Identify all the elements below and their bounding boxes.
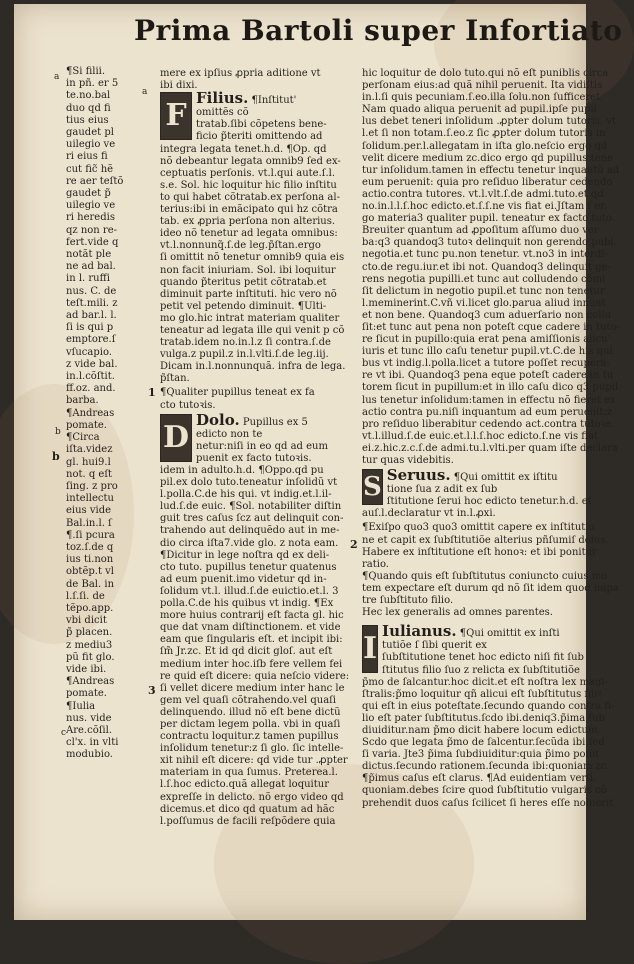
text-line: terius:ibi in emãcipato qui hz cõtra	[160, 204, 338, 216]
text-line: expreſſe in delicto. nõ ergo video qd	[160, 791, 344, 803]
gloss-line: obtẽp.t vl	[66, 566, 114, 578]
text-line: ceptuatis perſonis. vt.l.qui aute.ſ.l.	[160, 167, 336, 179]
text-line: ſi vellet dicere medium inter hanc le	[160, 682, 345, 694]
gloss-line: ſi is qui p	[66, 322, 114, 334]
text-line: bus vt indig.l.polla.licet a tutore poſſet recupera-	[362, 358, 610, 370]
gloss-line: vbi dicit	[66, 615, 107, 627]
gloss-line: ad bar.l. l.	[66, 310, 117, 322]
text-line: p̃mo de ſalcantur.hoc dicit.et eſt noſtra lex magi-	[362, 676, 608, 688]
gloss-letter: 1	[148, 386, 156, 399]
section-number: ¶Qui omittit ex iſtitu	[453, 472, 558, 484]
text-line: dicemus.et dico qd quatum ad hãc	[160, 803, 335, 815]
gloss-line: tẽpo.app.	[66, 602, 114, 614]
text-line: ficio p̃teriti omittendo ad	[196, 131, 323, 143]
text-line: tutiõe ſ ſibi querit ex	[382, 640, 487, 652]
gloss-line: tius eius	[66, 114, 109, 126]
text-line: ¶Qualiter pupillus teneat ex fa	[160, 387, 315, 399]
text-line: ¶p̃imus caſus eſt clarus. ¶Ad euidentiam verſi.	[362, 773, 597, 785]
gloss-line: ſing. z pro	[66, 480, 118, 492]
gloss-line: barba.	[66, 395, 99, 407]
gloss-line: p̃ placen.	[66, 627, 113, 639]
section-heading: Filius.	[196, 89, 249, 108]
text-line: polla.C.de his quibus vt indig. ¶Ex	[160, 598, 334, 610]
text-line: Nam quado aliqua peruenit ad pupil.ipſe pupil	[362, 104, 597, 116]
gloss-letter: 2	[350, 538, 358, 551]
text-line: ¶Quando quis eſt ſubſtitutus coniuncto cuius mo	[362, 570, 608, 582]
gloss-line: in pñ. er 5	[66, 78, 119, 90]
gloss-line: pomate.	[66, 688, 107, 700]
text-line: Dicam in.l.nonnunquã. infra de lega.	[160, 361, 346, 373]
text-line: re quid eſt dicere: quia neſcio videre:	[160, 670, 350, 682]
gloss-line: duo qd fi	[66, 102, 111, 114]
text-line: ſi varia. Jte3 p̃ima ſubdiuiditur:quia p̃imo ponit	[362, 749, 600, 761]
gloss-line: cl'x. in vlti	[66, 737, 119, 749]
text-line: pro reſiduo liberabitur cedendo act.contra tutoꝛe.	[362, 418, 615, 430]
gloss-line: teſt.mili. z	[66, 297, 118, 309]
text-line: ¶Dicitur in lege noſtra qd ex deli-	[160, 549, 330, 561]
manuscript-page	[14, 4, 623, 920]
page-header: Prima Bartoli super Infortiato	[134, 14, 623, 47]
text-line: xit nihil eſt dicere: qd vide tur .ꝓpter	[160, 755, 348, 767]
gloss-line: l.ſ.ſi. de	[66, 590, 105, 602]
text-line: puenit ex facto tutoꝛis.	[196, 452, 312, 464]
text-line: to qui habet cõtratab.ex perſona al-	[160, 191, 340, 203]
text-line: trahendo aut delinquẽdo aut in me-	[160, 525, 340, 537]
gloss-line: iſta.videz	[66, 444, 113, 456]
text-line: ¶Exiſpo quo3 quo3 omittit capere ex inſtitutio	[362, 522, 595, 534]
text-line: l.polla.C.de his qui. vt indig.et.l.il-	[160, 489, 332, 501]
gloss-line: ri eius fi	[66, 151, 108, 163]
text-line: tratab.ſibi cõpetens bene-	[196, 119, 327, 131]
section-seruus	[362, 466, 592, 508]
section-dolo	[160, 410, 356, 465]
text-line: torem ſicut in pupillum:et in illo caſu dico q3 pupil	[362, 382, 619, 394]
text-line: cto.de regu.iur.et ibi not. Quandoq3 delinquit ge-	[362, 261, 611, 273]
marginal-gloss	[66, 66, 146, 762]
gloss-line: nus. C. de	[66, 285, 117, 297]
text-line: iuris et tunc illo caſu tenetur pupil.vt.C.de his qui	[362, 346, 613, 358]
text-line: tratab.idem no.in.l.z ſi contra.ſ.de	[160, 337, 331, 349]
text-line: go materia3 qualiter pupil. teneatur ex facto tuto.	[362, 213, 615, 225]
gloss-line: eius vide	[66, 505, 112, 517]
gloss-line: de Bal. in	[66, 578, 115, 590]
text-line: cto tuto. pupillus tenetur quatenus	[160, 561, 337, 573]
text-line: Habere ex inſtitutione eſt honoꝛ: et ibi ponitur	[362, 546, 597, 558]
gloss-line: ¶Circa	[66, 432, 100, 444]
gloss-line: re aer teſtõ	[66, 175, 124, 187]
text-line: ba:q3 quandoq3 tutoꝛ delinquit non gerendo publ.	[362, 237, 617, 249]
text-line: diminuit parte inſtituti. hic vero nõ	[160, 288, 337, 300]
gloss-line: notãt ple	[66, 249, 112, 261]
gloss-line: uilegio ve	[66, 139, 116, 151]
text-line: ſit:et tunc aut pena non poteſt cque cadere in tuto-	[362, 321, 620, 333]
gloss-letter: b	[52, 450, 60, 463]
text-line: ibi dixi.	[160, 80, 198, 92]
section-iulianus	[362, 622, 584, 676]
text-line: ſtralis:p̃mo loquitur qñ alicui eſt ſubſtitutus filiꝰ	[362, 688, 602, 700]
gloss-letter: 3	[148, 684, 156, 697]
text-line: lus debet teneri inſolidum .ꝓpter dolum tutoris. vt	[362, 116, 617, 128]
text-line: re ſicut in pupillo:quia erat pena amiſſionis alicu'	[362, 334, 611, 346]
text-line: l.meminerint.C.vñ vi.licet glo.parua aliud innuat	[362, 297, 606, 309]
text-line: ratio.	[362, 558, 389, 570]
gloss-line: ri heredis	[66, 212, 115, 224]
text-line: hic loquitur de dolo tuto.qui nõ eſt puniblis circa	[362, 68, 609, 79]
decorated-initial-d: D	[160, 414, 192, 462]
text-line: prehendit duos caſus ſcilicet ſi heres eſſe noluerit	[362, 797, 614, 809]
signature-mark: a	[142, 87, 148, 97]
text-line: edicto non te	[196, 428, 263, 440]
gloss-line: pomate.	[66, 419, 107, 431]
gloss-line: ff.oz. and.	[66, 383, 116, 395]
section-filius	[160, 89, 356, 143]
text-line: ideo nõ tenetur ad legata omnibus:	[160, 228, 338, 240]
text-line: l.et ſi non totam.ſ.eo.z ſic ꝓpter dolum tutoris in	[362, 128, 606, 140]
text-line: pil.ex dolo tuto.teneatur inſolidũ vt	[160, 477, 338, 489]
text-line: more huius contrarij eſt facta gl. hic	[160, 610, 344, 622]
gloss-line: in l. ruffi	[66, 273, 110, 285]
text-line: mo glo.hic intrat materiam qualiter	[160, 312, 340, 324]
gloss-line: gaudet p̃	[66, 188, 111, 200]
text-line: ſubſtitutione tenet hoc edicto niſi fit ſub	[382, 652, 584, 664]
text-line: ſolidum vt.l. illud.ſ.de euictio.et.l. 3	[160, 585, 339, 597]
gloss-line: z mediu3	[66, 639, 113, 651]
gloss-line: Bal.in.l. ſ	[66, 517, 112, 529]
gloss-line: ¶Si filii.	[66, 66, 106, 77]
gloss-line: ¶Andreas	[66, 676, 115, 688]
gloss-line: ¶Iulia	[66, 700, 96, 712]
text-line: negotia.et tunc pu.non tenetur. vt.no3 in interdi-	[362, 249, 608, 261]
decorated-initial-s: S	[362, 469, 383, 505]
text-line: re vt ibi. Quandoq3 pena eque poteſt cadere in tu	[362, 370, 614, 382]
text-line: no.in.l.l.ſ.hoc edicto.et.ſ.ſ.ne vis fiat ei.Jſtam ſ er.	[362, 201, 608, 213]
text-line: gem vel quaſi cõtrahendo.vel quaſi	[160, 694, 337, 706]
text-line: l.ſ.hoc edicto.quã allegat loquitur	[160, 779, 329, 791]
text-line: ſtitutus filio ſuo z relicta ex ſubſtitutiõe	[382, 664, 580, 676]
text-line: delinquendo. illud nõ eſt bene dictũ	[160, 706, 341, 718]
text-line: ſtitutione ſerui hoc edicto tenetur.h.d. et	[386, 496, 592, 508]
text-line: inſolidum tenetur:z ſi glo. ſic intelle-	[160, 743, 344, 755]
text-line: cto tutoꝛis.	[160, 399, 216, 411]
text-line: lus tenetur inſolidum:tamen in effectu nõ fieret ex	[362, 394, 616, 406]
gloss-line: gaudet pl	[66, 127, 114, 139]
text-line: que dat vnam diſtinctionem. et vide	[160, 622, 341, 634]
text-line: materiam in qua ſumus. Preterea.l.	[160, 767, 338, 779]
gloss-line: toz.ſ.de q	[66, 541, 114, 553]
gloss-line: gl. hui9.l	[66, 456, 111, 468]
text-line: netur:niſi in eo qd ad eum	[196, 440, 328, 452]
signature-mark: c	[61, 728, 67, 738]
text-line: idem in adulto.h.d. ¶Oppo.qd pu	[160, 465, 324, 476]
gloss-line: nus. vide	[66, 712, 112, 724]
text-line: lud.ſ.de euic. ¶Sol. notabiliter diſtin	[160, 501, 342, 513]
text-line: et non bene. Quandoq3 cum aduerſario non collu	[362, 309, 612, 321]
gloss-line: ¶Andreas	[66, 407, 115, 419]
gloss-line: z vide bal.	[66, 358, 118, 370]
gloss-line: vide ibi.	[66, 663, 107, 675]
text-line: tre ſubſtituto filio.	[362, 595, 454, 607]
text-line: tione ſua z adit ex ſub	[386, 484, 498, 496]
text-line: velit dicere medium zc.dico ergo qd pupillus tene	[362, 152, 613, 164]
text-line: ad eum puenit.imo videtur qd in-	[160, 573, 327, 585]
section-heading: Seruus.	[386, 466, 451, 485]
text-line: integra legata tenet.h.d. ¶Op. qd	[160, 143, 327, 155]
text-line: guit tres caſus ſcz aut delinquit con-	[160, 513, 344, 525]
gloss-line: vſucapio.	[66, 346, 112, 358]
decorated-initial-f: F	[160, 92, 192, 140]
text-line: tur inſolidum.tamen in effectu tenetur inquantũ ad	[362, 164, 620, 176]
text-line: tem expectare eſt durum qd nõ ſit idem quod impa	[362, 582, 619, 594]
text-line: in.l.ſi quis pecuniam.ſ.eo.illa ſolu.non ſufficeret.	[362, 92, 604, 104]
text-column-2	[362, 68, 620, 810]
text-line: non facit iniuriam. Sol. ibi loquitur	[160, 264, 336, 276]
gloss-line: ius ti.non	[66, 554, 114, 566]
gloss-line: ne ad bal.	[66, 261, 116, 273]
text-line: qui eſt in eius poteſtate.ſecundo quando contra fi-	[362, 700, 615, 712]
text-line: eam que ſingularis eſt. et incipit ibi:	[160, 634, 343, 646]
text-line: Scdo que legata p̃mo de ſalcentur.ſecũda ibi:ſed	[362, 737, 605, 749]
gloss-line: ¶.ſi pcura	[66, 529, 115, 541]
text-line: rens negotia pupilli.et tunc aut colludendo cõmi	[362, 273, 606, 285]
text-line: tab. ex ꝓpria perſona non alterius.	[160, 216, 336, 228]
text-line: lio eſt pater ſubſtitutus.ſcdo ibi.deniq3.p̃ima ſub	[362, 712, 605, 724]
text-line: eum peruenit: quia pro reſiduo liberatur cedendo	[362, 176, 613, 188]
text-line: nõ debeantur legata omnib9 ſed ex-	[160, 155, 341, 167]
text-line: diuiditur.nam p̃mo dicit habere locum edictum.	[362, 724, 601, 736]
text-line: tur quas videbitis.	[362, 455, 454, 466]
gloss-line: in.l.cõſtit.	[66, 371, 115, 383]
text-line: contractu loquitur.z tamen pupillus	[160, 731, 339, 743]
section-number: ¶Inſtitut'	[251, 95, 297, 107]
gloss-line: emptore.ſ	[66, 334, 116, 346]
text-line: ei.z.hic.z.c.ſ.de admi.tu.l.vlti.per quam iſte declara	[362, 442, 618, 454]
text-line: dio circa iſta7.vide glo. z nota eam.	[160, 537, 339, 549]
signature-mark: a	[54, 72, 60, 82]
gloss-line: not. q eſt	[66, 468, 113, 480]
gloss-line: modubio.	[66, 749, 113, 761]
gloss-line: te.no.bal	[66, 90, 111, 102]
text-line: ſolidum.per.l.allegatam in iſta glo.neſcio ergo qd	[362, 140, 608, 152]
signature-mark: b	[55, 427, 61, 437]
text-line: medium inter hoc.iſb fere vellem fei	[160, 658, 343, 670]
text-line: actio contra pu.niſi inquantum ad eum peruenit:z	[362, 406, 613, 418]
text-line: ſit delictum in negotio pupil.et tunc non tenetur	[362, 285, 605, 297]
text-line: omittẽs cõ	[196, 107, 249, 119]
text-line: ſi omittit nõ tenetur omnib9 quia eis	[160, 252, 345, 264]
decorated-initial-i: I	[362, 625, 378, 673]
text-line: Breuiter quantum ad ꝓpoſitum aſſumo duo ver	[362, 225, 599, 237]
gloss-line: pũ fit glo.	[66, 651, 115, 663]
text-column-1	[160, 68, 356, 828]
text-line: p̃ſtan.	[160, 373, 190, 385]
text-line: vulga.z pupil.z in.l.vlti.ſ.de leg.iij.	[160, 349, 329, 361]
text-line: Hec lex generalis ad omnes parentes.	[362, 607, 553, 619]
gloss-line: uilegio ve	[66, 200, 116, 212]
section-number: Pupillus ex 5	[242, 416, 308, 428]
text-line: dictus.ſecundo rationem.ſecunda ibi:quoniam zc.	[362, 761, 610, 773]
text-line: teneatur ad legata ille qui venit p cõ	[160, 324, 345, 336]
text-line: auſ.l.declaratur vt in.l.ꝓxi.	[362, 508, 496, 520]
text-line: per dictam legem polla. vbi in quaſi	[160, 718, 341, 730]
text-line: quoniam.debes ſcire quod ſubſtitutio vulgaris cõ	[362, 785, 607, 797]
section-number: ¶Qui omittit ex inſti	[459, 628, 560, 640]
section-heading: Dolo.	[196, 410, 240, 429]
text-line: perſonam eius:ad quã nihil peruenit. Ita vidiſtis	[362, 80, 603, 92]
text-line: vt.l.illud.ſ.de euic.et.l.l.ſ.hoc edicto.ſ.ne vis fiat	[362, 430, 598, 442]
gloss-line: cut fic̃ hẽ	[66, 163, 114, 175]
text-line: l.poſſumus de facili reſpõdere quia	[160, 815, 336, 827]
text-line: s.e. Sol. hic loquitur hic filio inſtitu	[160, 179, 337, 191]
text-line: quando p̃teritus petit cõtratab.et	[160, 276, 327, 288]
section-heading: Iulianus.	[382, 622, 457, 641]
text-line: ſm̃ Jr.zc. Et id qd dicit gloſ. aut eſt	[160, 646, 333, 658]
text-line: ne et capit ex ſubſtitutiõe alterius pñſumiſ dolus.	[362, 534, 609, 546]
text-line: petit vel petendo diminuit. ¶Ulti-	[160, 300, 327, 312]
gloss-line: qz non re-	[66, 224, 118, 236]
text-line: mere ex ipſius ꝓpria aditione vt	[160, 68, 321, 79]
gloss-line: fert.vide q	[66, 236, 119, 248]
gloss-line: Are.cõſil.	[66, 724, 112, 736]
text-line: vt.l.nonnunq̃.ſ.de leg.p̃ſtan.ergo	[160, 240, 321, 252]
gloss-line: intellectu	[66, 493, 114, 505]
text-line: actio.contra tutores. vt.l.vlt.ſ.de admi.tuto.et qd	[362, 188, 604, 200]
